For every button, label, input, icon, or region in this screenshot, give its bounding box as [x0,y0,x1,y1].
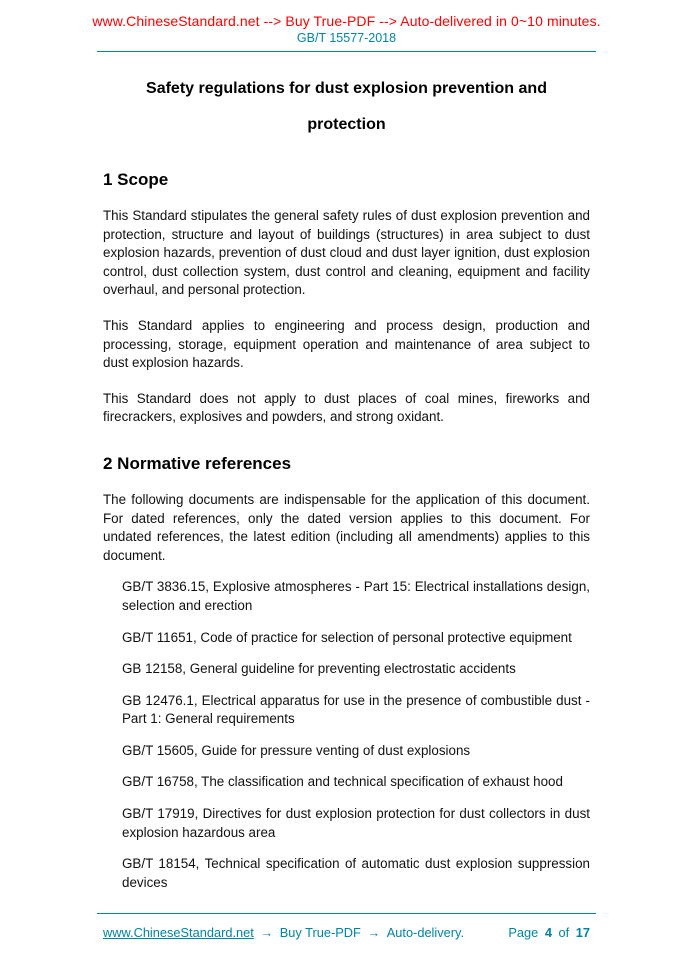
standard-number: GB/T 15577-2018 [296,31,397,45]
page-number: 4 [544,925,552,940]
document-title-line-1: Safety regulations for dust explosion prevention and [146,80,547,97]
reference-item-5: GB/T 15605, Guide for pressure venting of dust explosions [122,742,471,758]
scope-paragraph-2: This Standard applies to engineering and process design, production and processing, storage, equipment operation and maintenance of area subject to dust explosion hazards. [103,317,590,371]
reference-item-8: GB/T 18154, Technical specification of automatic dust explosion suppression devices [122,856,590,890]
footer-links [103,925,464,940]
page-footer [0,907,693,940]
reference-item-4: GB 12476.1, Electrical apparatus for use in the presence of combustible dust - Part 1: General requirements [122,692,590,727]
scope-paragraph-1: This Standard stipulates the general safety rules of dust explosion prevention and protection, structure and layout of buildings (structures) in area subject to dust explosion hazards, prevention of dust cloud and dust layer ignition, dust explosion control, dust collection system, dust control and cleaning, equipment and facility overhaul, and personal protection. [103,208,590,298]
reference-item-7: GB/T 17919, Directives for dust explosion protection for dust collectors in dust explosion hazardous area [122,806,590,840]
footer-delivery-label: Auto-delivery. [386,925,465,940]
scope-paragraph-3: This Standard does not apply to dust places of coal mines, fireworks and firecrackers, explosives and powders, and strong oxidant. [103,390,590,425]
document-content [0,71,693,892]
reference-item-3: GB 12158, General guideline for preventing electrostatic accidents [122,661,516,677]
page-of-label: of [558,925,570,940]
reference-item-2: GB/T 11651, Code of practice for selection of personal protective equipment [122,629,572,645]
page-total: 17 [575,925,590,940]
footer-site-link[interactable]: www.ChineseStandard.net [103,925,254,940]
page-header [0,0,693,52]
section-heading-scope: 1 Scope [103,170,169,189]
page-indicator [505,925,590,940]
section-heading-normative-references: 2 Normative references [103,453,292,473]
reference-item-1: GB/T 3836.15, Explosive atmospheres - Part 15: Electrical installations design, selection and erection [122,579,590,613]
document-title-line-2: protection [307,116,386,133]
header-divider [97,51,596,52]
page-label: Page [508,925,539,940]
document-title [103,71,590,143]
footer-buy-label: Buy True-PDF [279,925,361,940]
arrow-icon: → [260,925,274,940]
reference-item-6: GB/T 16758, The classification and technical specification of exhaust hood [122,774,563,790]
arrow-icon: → [367,925,381,940]
footer-divider [97,913,596,914]
normative-references-intro: The following documents are indispensable for the application of this document. For dated references, only the dated version applies to this document. For undated references, the latest edition (including all amendments) applies to this document. [103,491,590,563]
header-notice: www.ChineseStandard.net --> Buy True-PDF --> Auto-delivered in 0~10 minutes. [92,13,601,29]
